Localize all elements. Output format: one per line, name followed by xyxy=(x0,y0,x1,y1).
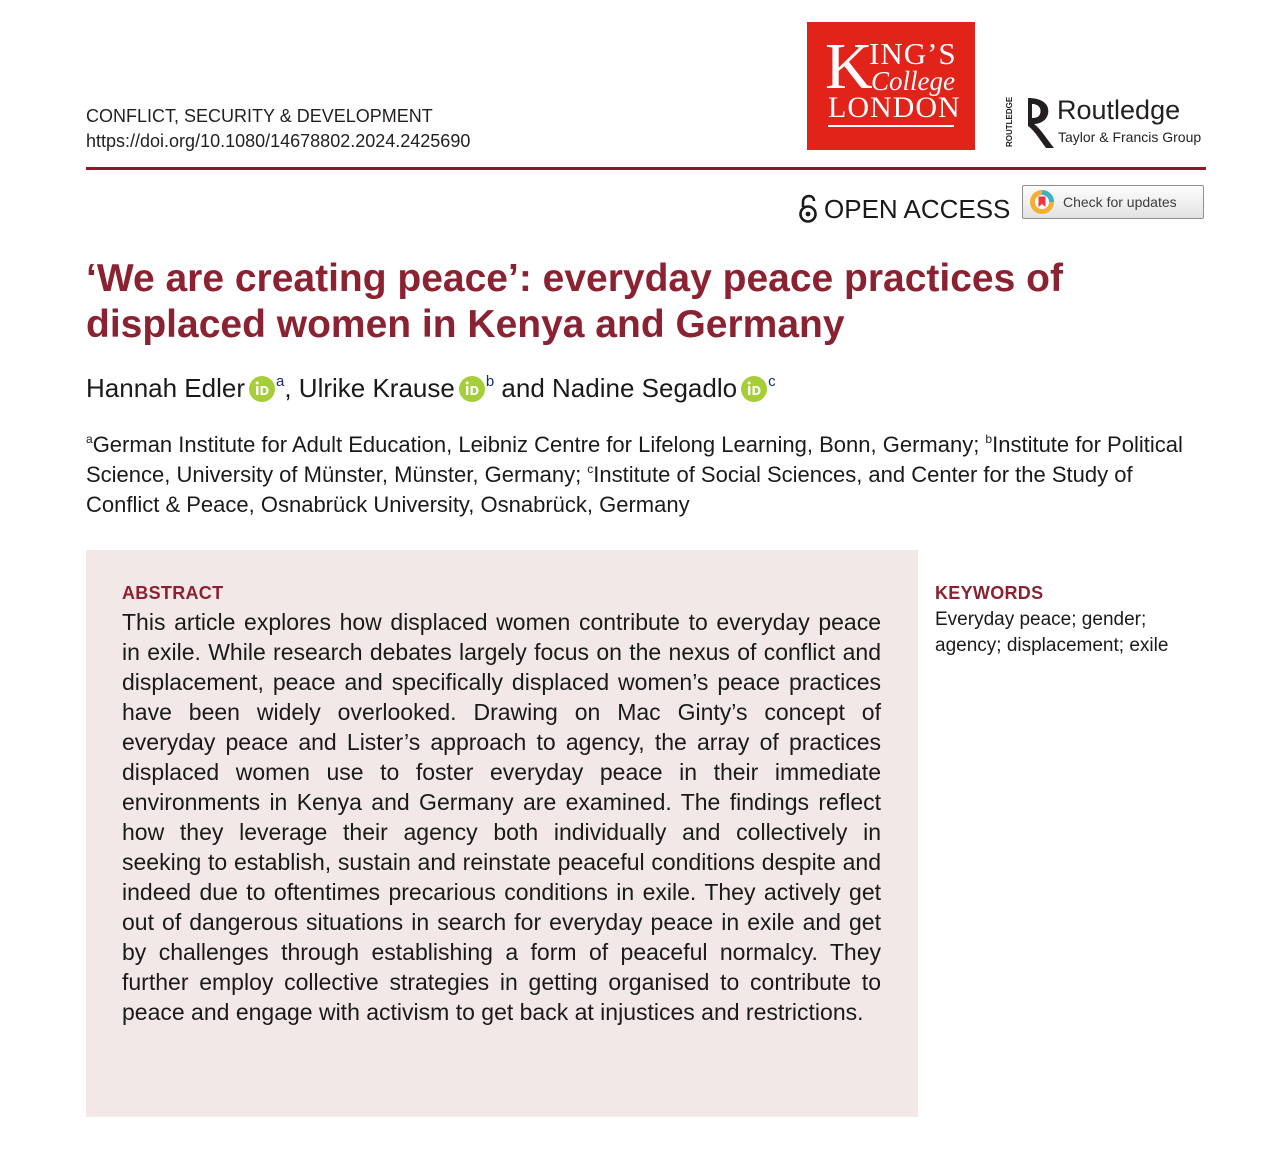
journal-header xyxy=(86,104,470,154)
kcl-logo-underline xyxy=(828,125,954,127)
keywords-heading: KEYWORDS xyxy=(935,583,1044,603)
orcid-icon[interactable] xyxy=(249,376,275,402)
orcid-icon[interactable] xyxy=(459,376,485,402)
kcl-logo xyxy=(807,22,975,150)
routledge-r-icon xyxy=(1024,96,1056,150)
routledge-name: Routledge xyxy=(1057,95,1181,125)
author-separator: and xyxy=(494,373,553,403)
abstract-heading: ABSTRACT xyxy=(122,583,224,603)
abstract-text: This article explores how displaced women contribute to everyday peace in exile. While research debates largely focus on the nexus of conflict and displacement, peace and specifically displaced women’s peace practices have been widely overlooked. Drawing on Mac Ginty’s concept of everyday peace and Lister’s approach to agency, the array of practices displaced women use to foster everyday peace in their immediate environments in Kenya and Germany are examined. The findings reflect how they leverage their agency both individually and collectively in seeking to establish, sustain and reinstate peaceful conditions despite and indeed due to oftentimes precarious conditions in exile. They actively get out of dangerous situations in search for everyday peace in exile and get by challenges through establishing a form of peaceful normalcy. They further employ collective strategies in getting organised to contribute to peace and engage with activism to get back at injustices and restrictions. xyxy=(122,609,881,1025)
check-updates-label: Check for updates xyxy=(1063,194,1177,210)
affiliation-mark: c xyxy=(587,462,594,476)
routledge-subtitle: Taylor & Francis Group xyxy=(1058,129,1202,145)
author-separator: , xyxy=(284,373,299,403)
doi-link[interactable]: https://doi.org/10.1080/14678802.2024.2425690 xyxy=(86,131,471,151)
affiliation-marker[interactable]: c xyxy=(768,373,776,390)
affiliation-marker[interactable]: b xyxy=(485,373,495,390)
kcl-logo-college: College xyxy=(871,66,955,96)
author-name: Nadine Segadlo xyxy=(552,373,738,403)
affiliation-mark: a xyxy=(86,432,93,446)
check-updates-button[interactable] xyxy=(1022,185,1204,219)
header-rule xyxy=(86,167,1206,170)
affiliation-text: Institute for Political Science, University of Münster, Münster, Germany; xyxy=(86,432,1183,487)
author-name: Ulrike Krause xyxy=(298,373,455,403)
kcl-logo-london: LONDON xyxy=(828,91,961,124)
affiliation-mark: b xyxy=(985,432,993,446)
crossmark-icon xyxy=(1029,189,1055,215)
affiliation-marker[interactable]: a xyxy=(276,373,285,390)
routledge-side-text: ROUTLEDGE xyxy=(1005,96,1014,148)
author-list xyxy=(86,370,776,406)
open-access-badge xyxy=(798,192,1010,226)
affiliation-text: German Institute for Adult Education, Leibniz Centre for Lifelong Learning, Bonn, Germany; xyxy=(92,432,986,457)
kcl-logo-k: K xyxy=(825,30,873,103)
affiliation-text: Institute of Social Sciences, and Center for the Study of Conflict & Peace, Osnabrück University, Osnabrück, Germany xyxy=(86,462,1133,517)
journal-name: CONFLICT, SECURITY & DEVELOPMENT xyxy=(86,106,433,126)
open-access-icon xyxy=(798,194,818,224)
keywords-text: Everyday peace; gender; agency; displacement; exile xyxy=(935,609,1169,656)
orcid-icon[interactable] xyxy=(741,376,767,402)
open-access-label: OPEN ACCESS xyxy=(824,194,1011,224)
kcl-logo-ings: ING’S xyxy=(869,36,957,71)
article-title: ‘We are creating peace’: everyday peace practices of displaced women in Kenya and Germany xyxy=(86,257,1063,346)
author-name: Hannah Edler xyxy=(86,373,245,403)
affiliations xyxy=(86,430,1211,520)
